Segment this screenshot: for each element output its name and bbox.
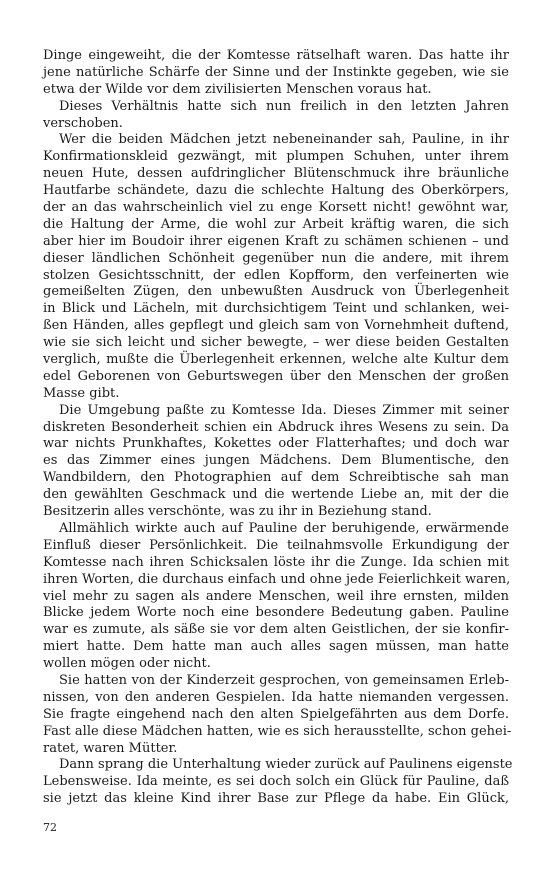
text-line: Komtesse nach ihren Schicksalen löste ihr die Zunge. Ida schien mit <box>43 554 509 570</box>
paragraph <box>43 48 509 99</box>
text-line: jene natürliche Schärfe der Sinne und der Instinkte gegeben, wie sie <box>43 64 509 80</box>
book-page <box>43 48 513 808</box>
text-line: ihren Worten, die durchaus einfach und ohne jede Feierlichkeit waren, <box>43 571 511 587</box>
text-line: Dieses Verhältnis hatte sich nun freilich in den letzten Jahren <box>59 98 509 114</box>
text-line: Sie fragte eingehend nach den alten Spielgefährten aus dem Dorfe. <box>43 706 509 722</box>
page-number: 72 <box>43 821 57 834</box>
text-line: diskreten Besonderheit schien ein Abdruck ihres Wesens zu sein. Da <box>43 419 509 435</box>
text-line: den gewählten Geschmack und die wertende Liebe an, mit der die <box>43 487 509 503</box>
text-line: Wer die beiden Mädchen jetzt nebeneinander sah, Pauline, in ihr <box>59 132 509 148</box>
text-line: aber hier im Boudoir ihrer eigenen Kraft zu schämen schienen – und <box>43 233 509 249</box>
text-line: es das Zimmer eines jungen Mädchens. Dem Blumentische, den <box>43 453 509 469</box>
text-line: Einfluß dieser Persönlichkeit. Die teilnahmsvolle Erkundigung der <box>43 537 509 553</box>
text-line: dieser ländlichen Schönheit gegenüber nun die andere, mit ihrem <box>43 250 509 266</box>
text-line: Dinge eingeweiht, die der Komtesse rätselhaft waren. Das hatte ihr <box>43 48 509 63</box>
text-line: die Haltung der Arme, die wohl zur Arbeit kräftig waren, die sich <box>43 216 509 232</box>
text-line: gemeißelten Zügen, den unbewußten Ausdruck von Überlegenheit <box>43 284 509 300</box>
paragraph <box>43 521 509 673</box>
text-line: Die Umgebung paßte zu Komtesse Ida. Dieses Zimmer mit seiner <box>59 402 509 418</box>
text-line: der an das wahrscheinlich viel zu enge Korsett nicht! gewöhnt war, <box>43 200 509 216</box>
text-line: ratet, waren Mütter. <box>43 740 178 756</box>
text-line: in Blick und Lächeln, mit durchsichtigem Teint und schlanken, wei- <box>43 301 509 317</box>
text-line: Fast alle diese Mädchen hatten, wie es sich herausstellte, schon gehei- <box>43 723 512 739</box>
text-line: wie sie sich leicht und sicher bewegte, – wer diese beiden Gestalten <box>43 335 509 351</box>
text-line: Allmählich wirkte auch auf Pauline der beruhigende, erwärmende <box>59 520 509 536</box>
text-line: verglich, mußte die Überlegenheit erkennen, welche alte Kultur dem <box>43 352 509 368</box>
text-line: war nichts Prunkhaftes, Kokettes oder Flatterhaftes; und doch war <box>43 436 509 452</box>
text-line: edel Geborenen von Geburtswegen über den Menschen der großen <box>43 368 509 384</box>
text-line: nissen, von den anderen Gespielen. Ida hatte niemanden vergessen. <box>43 689 509 705</box>
text-line: stolzen Gesichtsschnitt, der edlen Kopfform, den verfeinerten wie <box>43 267 509 283</box>
paragraph <box>43 99 509 133</box>
paragraph <box>43 672 512 757</box>
text-line: Blicke jedem Worte noch eine besondere Bedeutung gaben. Pauline <box>43 605 509 621</box>
text-line: Konfirmationskleid gezwängt, mit plumpen Schuhen, unter ihrem <box>43 149 509 165</box>
text-line: Dann sprang die Unterhaltung wieder zurück auf Paulinens eigenste <box>59 757 513 773</box>
text-line: Masse gibt. <box>43 385 120 401</box>
text-line: Lebensweise. Ida meinte, es sei doch solch ein Glück für Pauline, daß <box>43 774 509 790</box>
text-line: Besitzerin alles verschönte, was zu ihr in Beziehung stand. <box>43 504 432 520</box>
text-line: sie jetzt das kleine Kind ihrer Base zur Pflege da habe. Ein Glück, <box>43 791 509 807</box>
text-line: war es zumute, als säße sie vor dem alten Geistlichen, der sie konfir- <box>43 622 509 638</box>
text-line: etwa der Wilde vor dem zivilisierten Menschen voraus hat. <box>43 81 432 97</box>
text-line: ßen Händen, alles gepflegt und gleich sam von Vornehmheit duftend, <box>43 318 509 334</box>
paragraph <box>43 403 509 521</box>
text-line: Sie hatten von der Kinderzeit gesprochen, von gemeinsamen Erleb- <box>59 672 509 688</box>
text-line: neuen Hute, dessen aufdringlicher Blütenschmuck ihre bräunliche <box>43 166 509 182</box>
text-line: viel mehr zu sagen als andere Menschen, weil ihre ernsten, milden <box>43 588 509 604</box>
text-line: verschoben. <box>43 115 123 131</box>
paragraph <box>43 132 509 402</box>
text-line: Hautfarbe schändete, dazu die schlechte Haltung des Oberkörpers, <box>43 183 509 199</box>
text-line: wollen mögen oder nicht. <box>43 656 211 672</box>
paragraph <box>43 757 513 808</box>
text-line: Wandbildern, den Photographien auf dem Schreibtische sah man <box>43 470 509 486</box>
text-line: miert hatte. Dem hatte man auch alles sagen müssen, man hatte <box>43 639 509 655</box>
